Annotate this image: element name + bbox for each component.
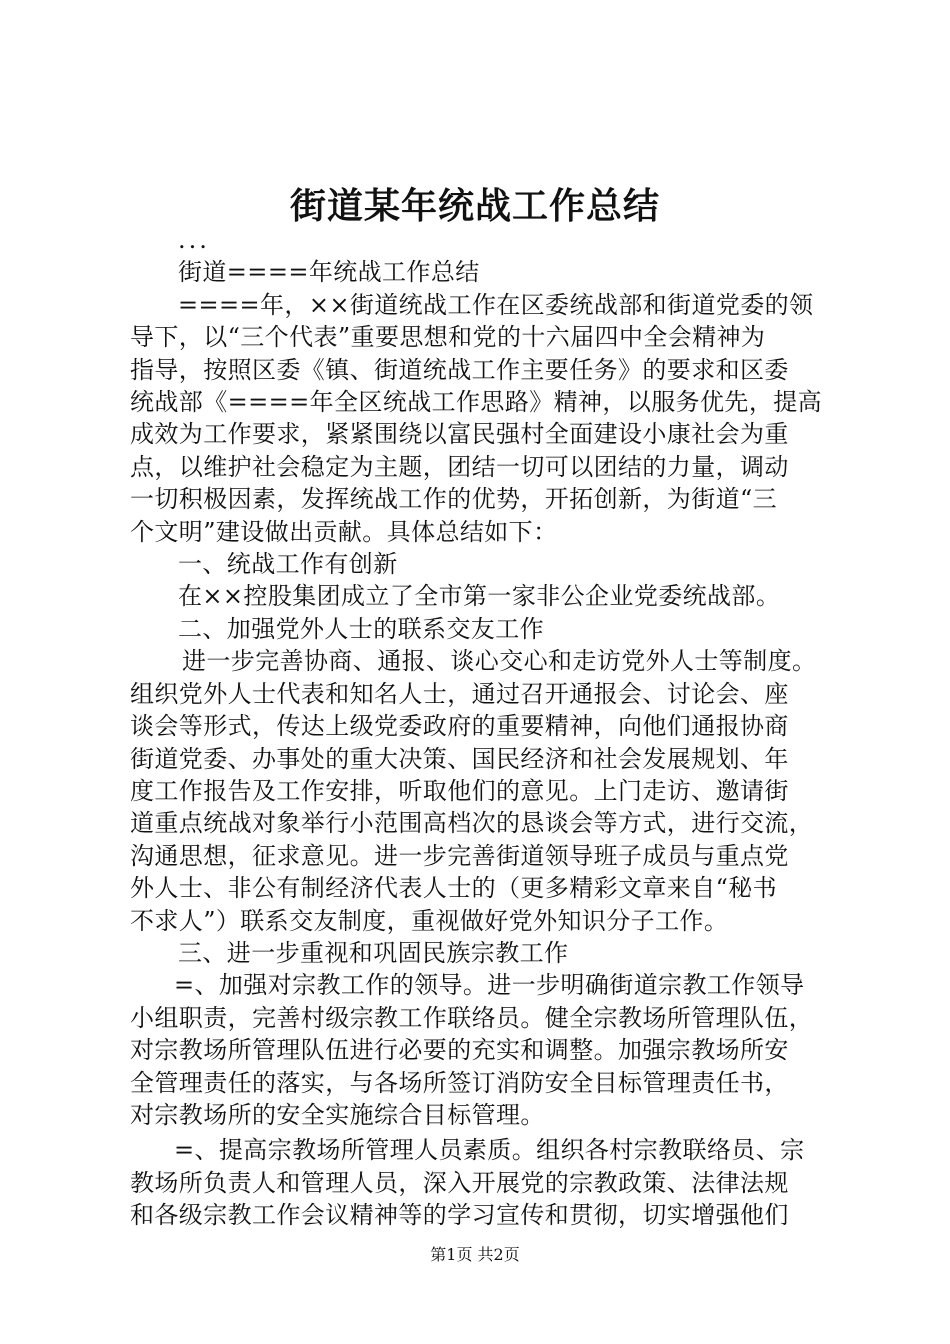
paragraph-line: 组织党外人士代表和知名人士，通过召开通报会、讨论会、座 [130,679,789,708]
ellipsis-line: ... [178,226,210,254]
paragraph-line: 度工作报告及工作安排，听取他们的意见。上门走访、邀请街 [130,776,789,805]
section-heading: 三、进一步重视和巩固民族宗教工作 [178,938,569,967]
paragraph-line: 对宗教场所管理队伍进行必要的充实和调整。加强宗教场所安 [130,1036,789,1065]
paragraph-line: 全管理责任的落实，与各场所签订消防安全目标管理责任书， [130,1068,789,1097]
paragraph-line: 谈会等形式，传达上级党委政府的重要精神，向他们通报协商 [130,712,789,741]
paragraph-line: 一切积极因素，发挥统战工作的优势，开拓创新，为街道“三 [130,485,778,514]
paragraph-line: 进一步完善协商、通报、谈心交心和走访党外人士等制度。 [182,647,817,676]
subtitle-line: 街道====年统战工作总结 [178,258,480,287]
paragraph-line: 和各级宗教工作会议精神等的学习宣传和贯彻，切实增强他们 [130,1201,789,1230]
paragraph-line: 个文明”建设做出贡献。具体总结如下： [130,517,558,546]
paragraph-line: 点，以维护社会稳定为主题，团结一切可以团结的力量，调动 [130,452,789,481]
section-heading: 二、加强党外人士的联系交友工作 [178,614,544,643]
paragraph-line: 指导，按照区委《镇、街道统战工作主要任务》的要求和区委 [130,355,789,384]
paragraph-line: 小组职责，完善村级宗教工作联络员。健全宗教场所管理队伍， [130,1003,814,1032]
paragraph-line: 外人士、非公有制经济代表人士的（更多精彩文章来自“秘书 [130,874,778,903]
paragraph-line: ====年，××街道统战工作在区委统战部和街道党委的领 [178,290,814,319]
paragraph-line: 在××控股集团成立了全市第一家非公企业党委统战部。 [178,582,781,611]
paragraph-line: 不求人”）联系交友制度，重视做好党外知识分子工作。 [130,906,729,935]
paragraph-line: 对宗教场所的安全实施综合目标管理。 [130,1100,545,1129]
page-footer: 第1页 共2页 [430,1245,520,1264]
paragraph-line: 导下，以“三个代表”重要思想和党的十六届四中全会精神为 [130,323,766,352]
paragraph-line: 道重点统战对象举行小范围高档次的恳谈会等方式，进行交流， [130,809,814,838]
document-title: 街道某年统战工作总结 [289,186,660,227]
paragraph-line: 统战部《====年全区统战工作思路》精神，以服务优先，提高 [130,388,823,417]
paragraph-line: =、加强对宗教工作的领导。进一步明确街道宗教工作领导 [174,971,805,1000]
paragraph-line: 街道党委、办事处的重大决策、国民经济和社会发展规划、年 [130,744,789,773]
paragraph-line: =、提高宗教场所管理人员素质。组织各村宗教联络员、宗 [174,1136,805,1165]
section-heading: 一、统战工作有创新 [178,550,398,579]
document-body [130,224,835,1232]
paragraph-line: 教场所负责人和管理人员，深入开展党的宗教政策、法律法规 [130,1168,789,1197]
paragraph-line: 成效为工作要求，紧紧围绕以富民强村全面建设小康社会为重 [130,420,789,449]
paragraph-line: 沟通思想，征求意见。进一步完善街道领导班子成员与重点党 [130,841,789,870]
